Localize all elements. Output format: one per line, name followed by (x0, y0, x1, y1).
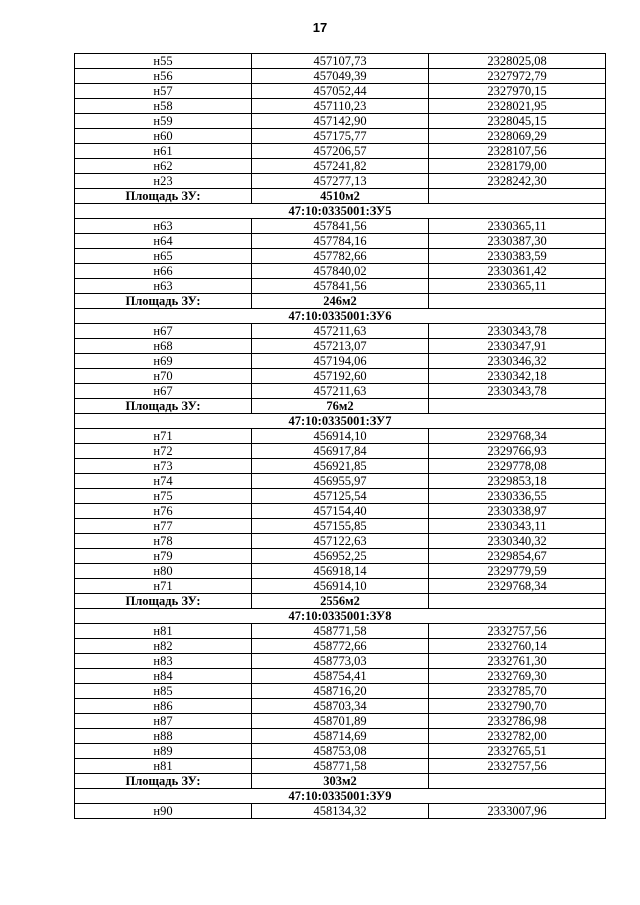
point-row (75, 429, 606, 444)
area-row (75, 294, 606, 309)
point-row (75, 489, 606, 504)
point-row (75, 684, 606, 699)
point-row (75, 624, 606, 639)
y-coordinate-cell: 2330342,18 (429, 369, 606, 384)
parcel-header-row (75, 309, 606, 324)
point-row (75, 279, 606, 294)
point-name-cell: н64 (75, 234, 252, 249)
y-coordinate-cell: 2330338,97 (429, 504, 606, 519)
y-coordinate-cell: 2330347,91 (429, 339, 606, 354)
y-coordinate-cell: 2332782,00 (429, 729, 606, 744)
x-coordinate-cell: 457142,90 (252, 114, 429, 129)
point-row (75, 129, 606, 144)
y-coordinate-cell: 2328045,15 (429, 114, 606, 129)
area-row (75, 399, 606, 414)
point-name-cell: н68 (75, 339, 252, 354)
point-row (75, 459, 606, 474)
x-coordinate-cell: 457213,07 (252, 339, 429, 354)
y-coordinate-cell: 2333007,96 (429, 804, 606, 819)
point-row (75, 669, 606, 684)
point-row (75, 519, 606, 534)
point-row (75, 639, 606, 654)
area-row (75, 594, 606, 609)
point-name-cell: н86 (75, 699, 252, 714)
x-coordinate-cell: 458716,20 (252, 684, 429, 699)
x-coordinate-cell: 457194,06 (252, 354, 429, 369)
x-coordinate-cell: 457110,23 (252, 99, 429, 114)
cadastral-number: 47:10:0335001:ЗУ9 (75, 789, 606, 804)
cadastral-number: 47:10:0335001:ЗУ5 (75, 204, 606, 219)
y-coordinate-cell: 2328242,30 (429, 174, 606, 189)
x-coordinate-cell: 457049,39 (252, 69, 429, 84)
y-coordinate-cell: 2329778,08 (429, 459, 606, 474)
y-coordinate-cell: 2328069,29 (429, 129, 606, 144)
x-coordinate-cell: 456952,25 (252, 549, 429, 564)
empty-cell (429, 294, 606, 309)
point-row (75, 354, 606, 369)
point-name-cell: н61 (75, 144, 252, 159)
parcel-header-row (75, 414, 606, 429)
point-name-cell: н57 (75, 84, 252, 99)
point-name-cell: н73 (75, 459, 252, 474)
x-coordinate-cell: 457107,73 (252, 54, 429, 69)
x-coordinate-cell: 456918,14 (252, 564, 429, 579)
x-coordinate-cell: 457206,57 (252, 144, 429, 159)
point-row (75, 99, 606, 114)
point-row (75, 759, 606, 774)
empty-cell (429, 594, 606, 609)
point-row (75, 804, 606, 819)
x-coordinate-cell: 457784,16 (252, 234, 429, 249)
x-coordinate-cell: 457125,54 (252, 489, 429, 504)
point-name-cell: н84 (75, 669, 252, 684)
point-row (75, 714, 606, 729)
x-coordinate-cell: 458703,34 (252, 699, 429, 714)
cadastral-number: 47:10:0335001:ЗУ6 (75, 309, 606, 324)
x-coordinate-cell: 458771,58 (252, 759, 429, 774)
point-row (75, 174, 606, 189)
point-row (75, 369, 606, 384)
area-value: 303м2 (252, 774, 429, 789)
cadastral-number: 47:10:0335001:ЗУ8 (75, 609, 606, 624)
x-coordinate-cell: 456914,10 (252, 579, 429, 594)
point-name-cell: н74 (75, 474, 252, 489)
point-row (75, 69, 606, 84)
x-coordinate-cell: 457277,13 (252, 174, 429, 189)
table-body (75, 54, 606, 819)
parcel-header-row (75, 204, 606, 219)
point-name-cell: н83 (75, 654, 252, 669)
x-coordinate-cell: 458772,66 (252, 639, 429, 654)
area-label: Площадь ЗУ: (75, 399, 252, 414)
y-coordinate-cell: 2332786,98 (429, 714, 606, 729)
point-row (75, 384, 606, 399)
point-name-cell: н60 (75, 129, 252, 144)
point-name-cell: н71 (75, 429, 252, 444)
point-name-cell: н87 (75, 714, 252, 729)
y-coordinate-cell: 2330361,42 (429, 264, 606, 279)
x-coordinate-cell: 457241,82 (252, 159, 429, 174)
point-name-cell: н59 (75, 114, 252, 129)
x-coordinate-cell: 457155,85 (252, 519, 429, 534)
y-coordinate-cell: 2332790,70 (429, 699, 606, 714)
point-row (75, 534, 606, 549)
area-value: 76м2 (252, 399, 429, 414)
point-name-cell: н72 (75, 444, 252, 459)
x-coordinate-cell: 457782,66 (252, 249, 429, 264)
point-row (75, 114, 606, 129)
area-row (75, 774, 606, 789)
empty-cell (429, 189, 606, 204)
y-coordinate-cell: 2330343,78 (429, 384, 606, 399)
area-value: 246м2 (252, 294, 429, 309)
x-coordinate-cell: 456917,84 (252, 444, 429, 459)
point-row (75, 324, 606, 339)
point-row (75, 699, 606, 714)
page-number: 17 (312, 20, 328, 35)
y-coordinate-cell: 2327972,79 (429, 69, 606, 84)
x-coordinate-cell: 457175,77 (252, 129, 429, 144)
point-name-cell: н67 (75, 384, 252, 399)
y-coordinate-cell: 2327970,15 (429, 84, 606, 99)
point-name-cell: н62 (75, 159, 252, 174)
point-name-cell: н23 (75, 174, 252, 189)
point-row (75, 264, 606, 279)
point-row (75, 579, 606, 594)
y-coordinate-cell: 2332760,14 (429, 639, 606, 654)
point-name-cell: н79 (75, 549, 252, 564)
point-name-cell: н63 (75, 219, 252, 234)
y-coordinate-cell: 2329768,34 (429, 429, 606, 444)
parcel-header-row (75, 789, 606, 804)
y-coordinate-cell: 2330387,30 (429, 234, 606, 249)
point-row (75, 744, 606, 759)
area-value: 4510м2 (252, 189, 429, 204)
y-coordinate-cell: 2328025,08 (429, 54, 606, 69)
x-coordinate-cell: 456921,85 (252, 459, 429, 474)
x-coordinate-cell: 457122,63 (252, 534, 429, 549)
x-coordinate-cell: 457841,56 (252, 279, 429, 294)
point-name-cell: н89 (75, 744, 252, 759)
x-coordinate-cell: 458714,69 (252, 729, 429, 744)
point-row (75, 249, 606, 264)
y-coordinate-cell: 2329854,67 (429, 549, 606, 564)
x-coordinate-cell: 457841,56 (252, 219, 429, 234)
area-value: 2556м2 (252, 594, 429, 609)
point-row (75, 219, 606, 234)
point-row (75, 54, 606, 69)
point-row (75, 729, 606, 744)
area-label: Площадь ЗУ: (75, 774, 252, 789)
y-coordinate-cell: 2332769,30 (429, 669, 606, 684)
empty-cell (429, 399, 606, 414)
point-row (75, 444, 606, 459)
point-name-cell: н67 (75, 324, 252, 339)
x-coordinate-cell: 458134,32 (252, 804, 429, 819)
x-coordinate-cell: 457840,02 (252, 264, 429, 279)
area-label: Площадь ЗУ: (75, 189, 252, 204)
point-row (75, 144, 606, 159)
point-row (75, 654, 606, 669)
point-row (75, 84, 606, 99)
point-name-cell: н78 (75, 534, 252, 549)
y-coordinate-cell: 2332757,56 (429, 759, 606, 774)
y-coordinate-cell: 2329779,59 (429, 564, 606, 579)
y-coordinate-cell: 2329768,34 (429, 579, 606, 594)
y-coordinate-cell: 2330365,11 (429, 279, 606, 294)
point-row (75, 234, 606, 249)
y-coordinate-cell: 2328021,95 (429, 99, 606, 114)
y-coordinate-cell: 2332757,56 (429, 624, 606, 639)
point-name-cell: н56 (75, 69, 252, 84)
x-coordinate-cell: 457192,60 (252, 369, 429, 384)
x-coordinate-cell: 458754,41 (252, 669, 429, 684)
y-coordinate-cell: 2332761,30 (429, 654, 606, 669)
point-name-cell: н88 (75, 729, 252, 744)
point-row (75, 504, 606, 519)
x-coordinate-cell: 457154,40 (252, 504, 429, 519)
y-coordinate-cell: 2330365,11 (429, 219, 606, 234)
x-coordinate-cell: 457211,63 (252, 324, 429, 339)
point-name-cell: н69 (75, 354, 252, 369)
point-name-cell: н71 (75, 579, 252, 594)
y-coordinate-cell: 2330340,32 (429, 534, 606, 549)
point-row (75, 549, 606, 564)
point-name-cell: н66 (75, 264, 252, 279)
point-name-cell: н81 (75, 759, 252, 774)
coordinates-table (74, 53, 606, 819)
point-name-cell: н70 (75, 369, 252, 384)
x-coordinate-cell: 458771,58 (252, 624, 429, 639)
point-name-cell: н81 (75, 624, 252, 639)
x-coordinate-cell: 456955,97 (252, 474, 429, 489)
y-coordinate-cell: 2330346,32 (429, 354, 606, 369)
point-name-cell: н75 (75, 489, 252, 504)
parcel-header-row (75, 609, 606, 624)
x-coordinate-cell: 457052,44 (252, 84, 429, 99)
point-row (75, 159, 606, 174)
point-row (75, 339, 606, 354)
x-coordinate-cell: 458773,03 (252, 654, 429, 669)
y-coordinate-cell: 2328179,00 (429, 159, 606, 174)
y-coordinate-cell: 2329766,93 (429, 444, 606, 459)
x-coordinate-cell: 457211,63 (252, 384, 429, 399)
y-coordinate-cell: 2329853,18 (429, 474, 606, 489)
point-name-cell: н65 (75, 249, 252, 264)
empty-cell (429, 774, 606, 789)
point-row (75, 474, 606, 489)
point-name-cell: н63 (75, 279, 252, 294)
point-name-cell: н80 (75, 564, 252, 579)
y-coordinate-cell: 2330383,59 (429, 249, 606, 264)
y-coordinate-cell: 2332785,70 (429, 684, 606, 699)
point-name-cell: н82 (75, 639, 252, 654)
x-coordinate-cell: 456914,10 (252, 429, 429, 444)
point-name-cell: н76 (75, 504, 252, 519)
point-name-cell: н77 (75, 519, 252, 534)
point-name-cell: н85 (75, 684, 252, 699)
area-row (75, 189, 606, 204)
y-coordinate-cell: 2330343,11 (429, 519, 606, 534)
y-coordinate-cell: 2332765,51 (429, 744, 606, 759)
y-coordinate-cell: 2330336,55 (429, 489, 606, 504)
y-coordinate-cell: 2328107,56 (429, 144, 606, 159)
area-label: Площадь ЗУ: (75, 594, 252, 609)
y-coordinate-cell: 2330343,78 (429, 324, 606, 339)
x-coordinate-cell: 458701,89 (252, 714, 429, 729)
point-name-cell: н58 (75, 99, 252, 114)
cadastral-number: 47:10:0335001:ЗУ7 (75, 414, 606, 429)
point-name-cell: н55 (75, 54, 252, 69)
x-coordinate-cell: 458753,08 (252, 744, 429, 759)
point-name-cell: н90 (75, 804, 252, 819)
point-row (75, 564, 606, 579)
area-label: Площадь ЗУ: (75, 294, 252, 309)
